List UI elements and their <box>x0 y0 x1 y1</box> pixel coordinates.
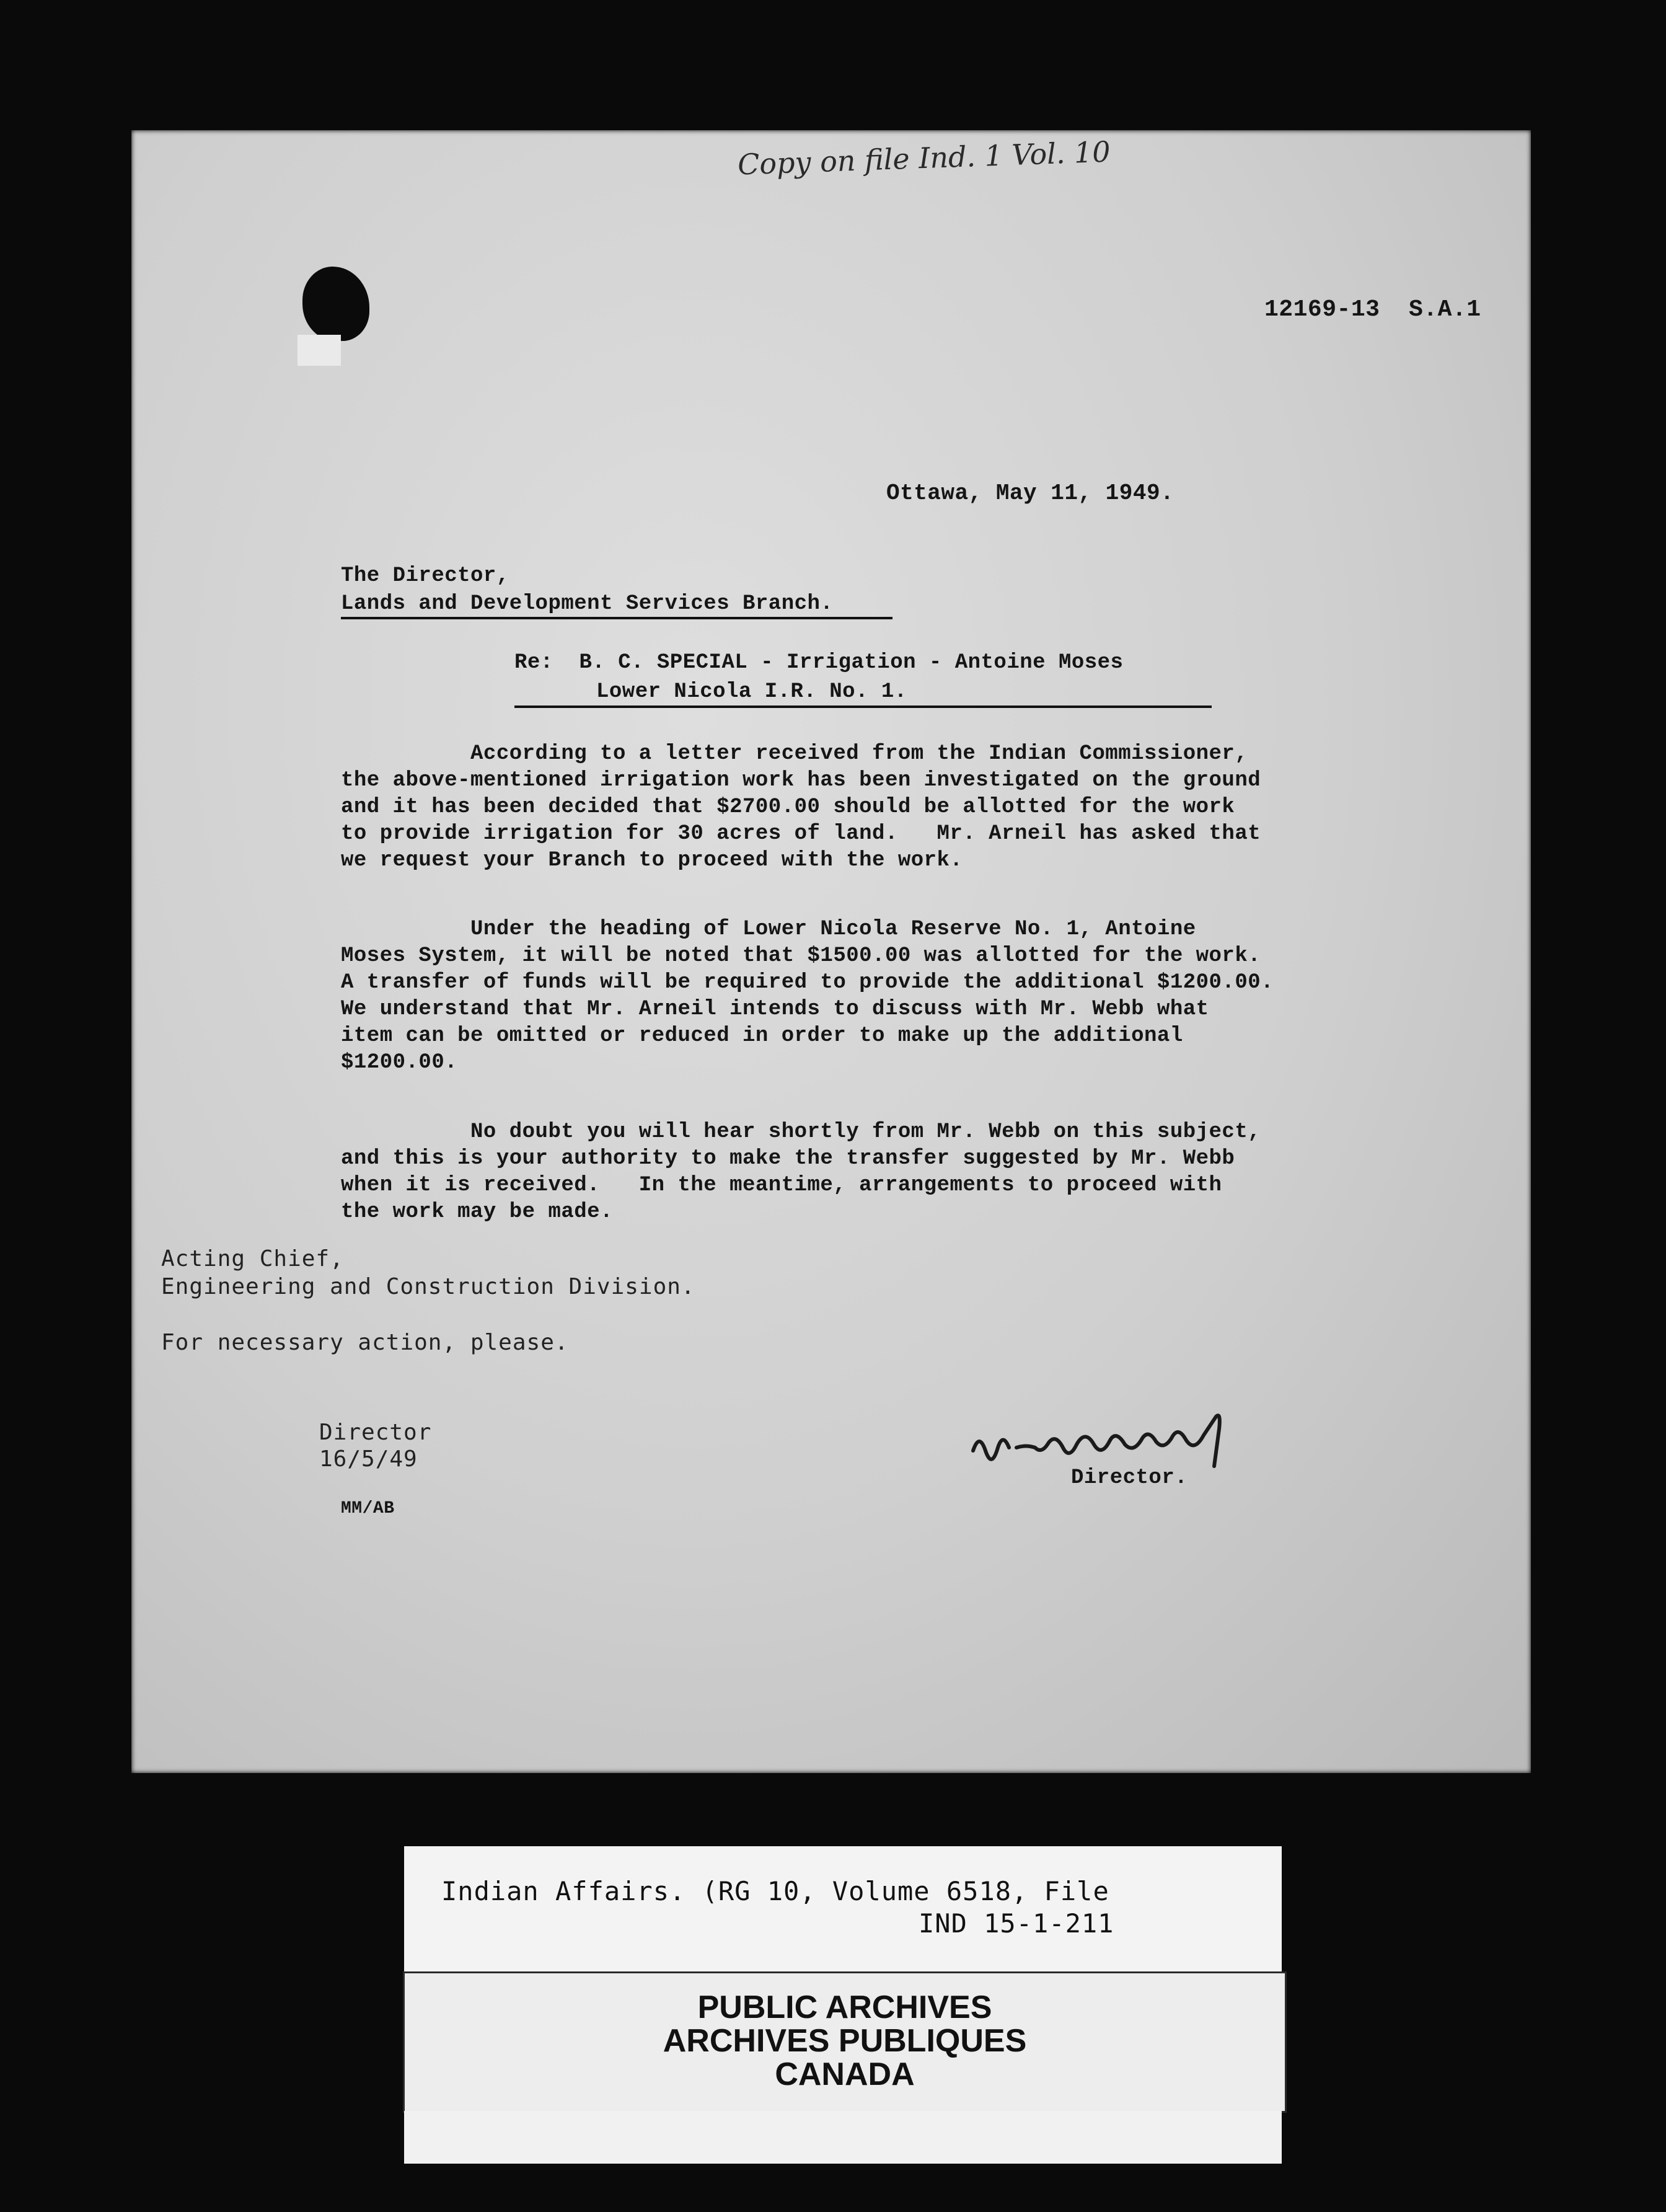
paragraph-line: we request your Branch to proceed with the work. <box>341 849 963 872</box>
archive-line-3: CANADA <box>775 2056 915 2092</box>
paragraph-line: item can be omitted or reduced in order to make up the additional <box>341 1024 1183 1048</box>
paragraph-line: We understand that Mr. Arneil intends to discuss with Mr. Webb what <box>341 998 1209 1021</box>
citation-line-2: IND 15-1-211 <box>919 1908 1114 1939</box>
paragraph-line: Under the heading of Lower Nicola Reserve No. 1, Antoine <box>341 918 1196 941</box>
paragraph-line: According to a letter received from the Indian Commissioner, <box>341 742 1248 766</box>
paragraph-3 <box>341 1119 1261 1226</box>
addressee-line-2: Lands and Development Services Branch. <box>341 592 834 616</box>
addressee-underline <box>341 617 892 619</box>
initials: MM/AB <box>341 1499 395 1518</box>
paragraph-line: A transfer of funds will be required to provide the additional $1200.00. <box>341 971 1274 994</box>
archive-line-2: ARCHIVES PUBLIQUES <box>663 2023 1027 2059</box>
director-stamp-line-2: 16/5/49 <box>319 1446 418 1472</box>
handwritten-note: Copy on file Ind. 1 Vol. 10 <box>737 135 1111 182</box>
paragraph-line: when it is received. In the meantime, arrangements to proceed with <box>341 1174 1222 1197</box>
paper-clip-tab <box>298 335 341 366</box>
subject-line-1: Re: B. C. SPECIAL - Irrigation - Antoine Moses <box>514 651 1124 675</box>
paragraph-line: and this is your authority to make the transfer suggested by Mr. Webb <box>341 1147 1235 1170</box>
subject-line-2: Lower Nicola I.R. No. 1. <box>596 680 907 704</box>
addressee-line-1: The Director, <box>341 564 509 588</box>
paragraph-line: $1200.00. <box>341 1051 458 1074</box>
paragraph-line: the work may be made. <box>341 1200 613 1224</box>
director-stamp-line-1: Director <box>319 1420 432 1445</box>
archive-citation-label <box>404 1846 1282 1976</box>
cc-line-2: Engineering and Construction Division. <box>161 1274 695 1299</box>
cc-line-3: For necessary action, please. <box>161 1330 569 1355</box>
subject-underline <box>514 706 1212 708</box>
citation-line-1: Indian Affairs. (RG 10, Volume 6518, File <box>441 1876 1109 1906</box>
paragraph-line: Moses System, it will be noted that $1500.00 was allotted for the work. <box>341 944 1261 968</box>
archive-line-1: PUBLIC ARCHIVES <box>697 1989 992 2025</box>
archive-label-bottom-strip <box>404 2111 1282 2164</box>
paragraph-line: No doubt you will hear shortly from Mr. Webb on this subject, <box>341 1120 1261 1144</box>
cc-line-1: Acting Chief, <box>161 1246 344 1272</box>
paragraph-1 <box>341 741 1261 874</box>
archive-stamp-label <box>403 1971 1287 2113</box>
signature-title: Director. <box>1071 1466 1188 1490</box>
paragraph-line: to provide irrigation for 30 acres of land. Mr. Arneil has asked that <box>341 822 1261 846</box>
paragraph-line: and it has been decided that $2700.00 should be allotted for the work <box>341 795 1235 819</box>
file-number: 12169-13 S.A.1 <box>1264 296 1481 323</box>
paragraph-line: the above-mentioned irrigation work has been investigated on the ground <box>341 769 1261 792</box>
paragraph-2 <box>341 916 1274 1076</box>
date-line: Ottawa, May 11, 1949. <box>886 480 1175 506</box>
